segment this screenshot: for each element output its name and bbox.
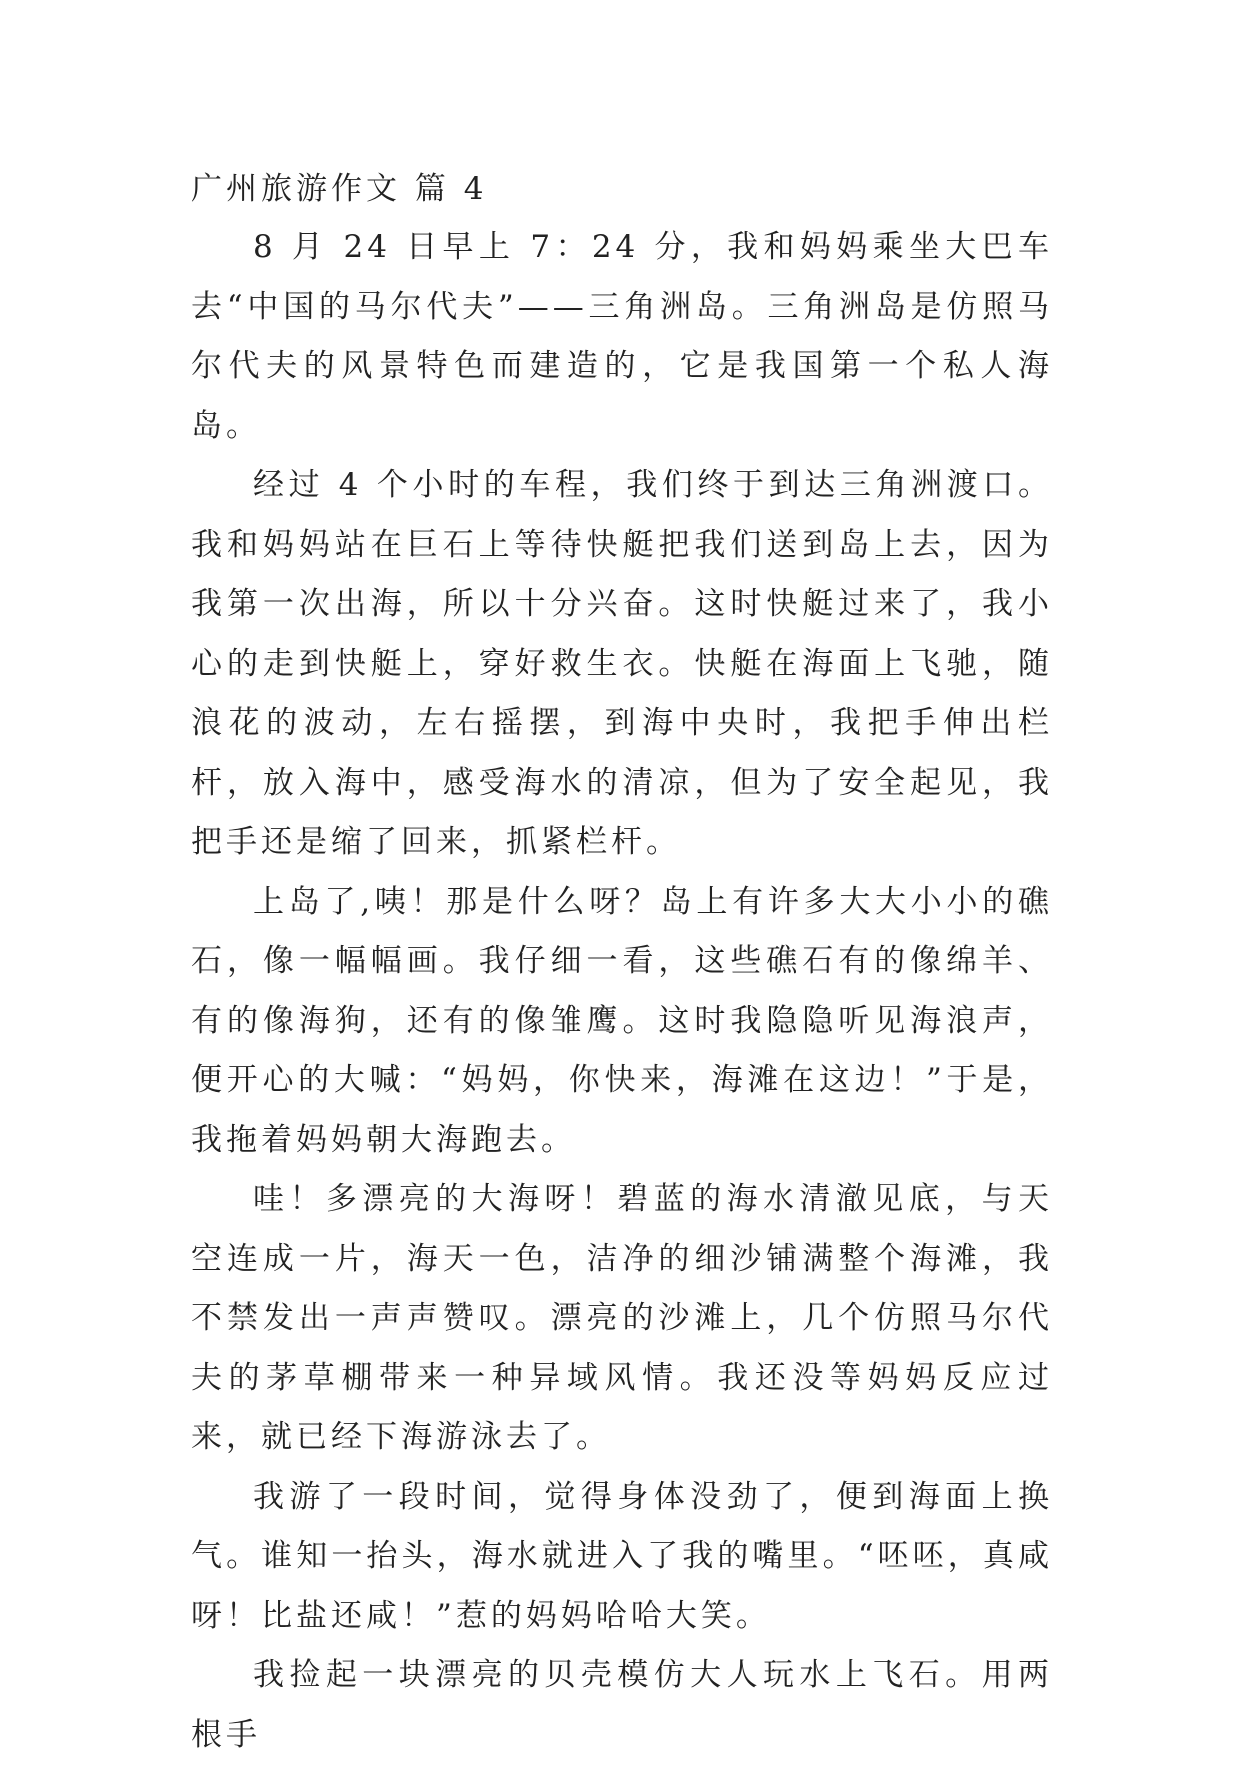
document-title: 广州旅游作文 篇 4	[191, 171, 488, 207]
paragraph-island-rocks: 上岛了,咦！那是什么呀？岛上有许多大大小小的礁石，像一幅幅画。我仔细一看，这些礁石有的像绵羊、有的像海狗，还有的像雏鹰。这时我隐隐听见海浪声，便开心的大喊：“妈妈，你快来，海滩在这边！”于是，我拖着妈妈朝大海跑去。	[191, 883, 1053, 1158]
document-body	[191, 160, 1053, 1765]
paragraph-shell: 我捡起一块漂亮的贝壳模仿大人玩水上飞石。用两根手	[191, 1657, 1053, 1753]
paragraph-speedboat: 经过 4 个小时的车程，我们终于到达三角洲渡口。我和妈妈站在巨石上等待快艇把我们送到岛上去，因为我第一次出海，所以十分兴奋。这时快艇过来了，我小心的走到快艇上，穿好救生衣。快艇在海面上飞驰，随浪花的波动，左右摇摆，到海中央时，我把手伸出栏杆，放入海中，感受海水的清凉，但为了安全起见，我把手还是缩了回来，抓紧栏杆。	[191, 467, 1053, 860]
paragraph-swimming: 我游了一段时间，觉得身体没劲了，便到海面上换气。谁知一抬头，海水就进入了我的嘴里。“呸呸，真咸呀！比盐还咸！”惹的妈妈哈哈大笑。	[191, 1478, 1053, 1634]
paragraph-sea-beach: 哇！多漂亮的大海呀！碧蓝的海水清澈见底，与天空连成一片，海天一色，洁净的细沙铺满整个海滩，我不禁发出一声声赞叹。漂亮的沙滩上，几个仿照马尔代夫的茅草棚带来一种异域风情。我还没等妈妈反应过来，就已经下海游泳去了。	[191, 1181, 1053, 1455]
paragraph-departure: 8 月 24 日早上 7：24 分，我和妈妈乘坐大巴车去“中国的马尔代夫”——三角洲岛。三角洲岛是仿照马尔代夫的风景特色而建造的，它是我国第一个私人海岛。	[191, 229, 1053, 444]
